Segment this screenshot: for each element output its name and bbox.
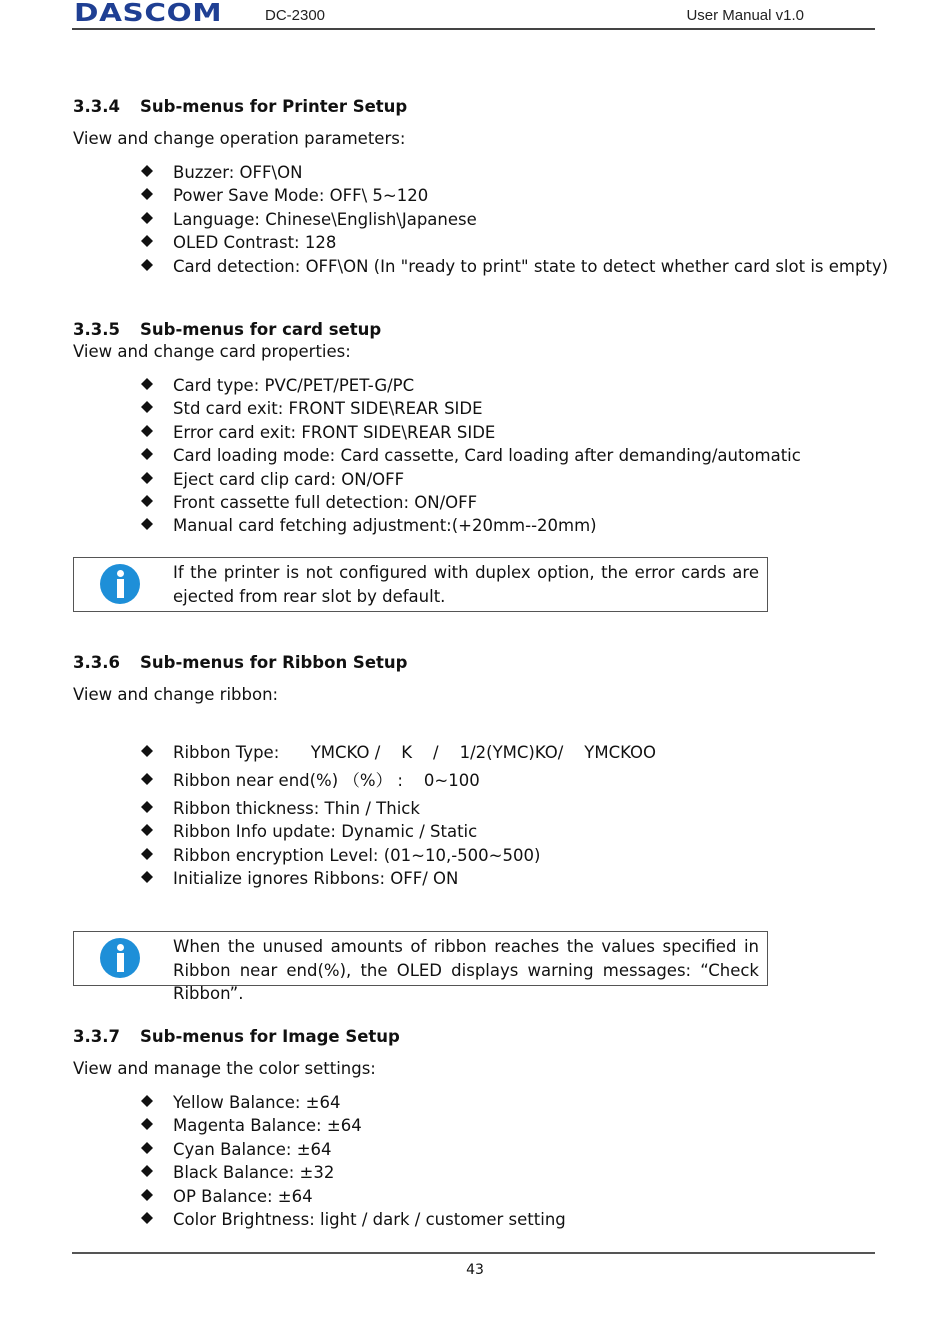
section-intro: View and manage the color settings: [73,1059,376,1078]
section-heading: Sub-menus for Printer Setup [140,97,408,116]
diamond-bullet-icon [141,495,153,507]
diamond-bullet-icon [141,1189,153,1201]
diamond-bullet-icon [141,848,153,860]
diamond-bullet-icon [141,472,153,484]
section-intro: View and change ribbon: [73,685,279,704]
diamond-bullet-icon [141,1142,153,1154]
diamond-bullet-icon [141,259,153,271]
diamond-bullet-icon [141,773,153,785]
diamond-bullet-icon [141,1118,153,1130]
diamond-bullet-icon [141,401,153,413]
dascom-logo: DASCOM [74,0,223,27]
page-header [72,0,875,30]
note-text: When the unused amounts of ribbon reaches the values specified in Ribbon near end(%), the OLED displays warning messages: “Check Ribbon”. [173,937,759,1003]
footer-divider [72,1252,875,1254]
info-icon [100,938,140,978]
section-number: 3.3.6 [73,653,120,672]
info-note-duplex [73,557,768,612]
diamond-bullet-icon [141,518,153,530]
section-heading: Sub-menus for Ribbon Setup [140,653,408,672]
page-number: 43 [466,1262,484,1278]
info-note-ribbon [73,931,768,1003]
section-title-image-setup [73,1027,400,1046]
section-title-ribbon-setup [73,653,407,672]
section-intro: View and change operation parameters: [73,129,406,148]
section-intro: View and change card properties: [73,342,351,361]
diamond-bullet-icon [141,378,153,390]
diamond-bullet-icon [141,448,153,460]
diamond-bullet-icon [141,745,153,757]
section-title-printer-setup [73,97,407,116]
diamond-bullet-icon [141,871,153,883]
manual-version: User Manual v1.0 [686,7,804,24]
diamond-bullet-icon [141,235,153,247]
diamond-bullet-icon [141,801,153,813]
diamond-bullet-icon [141,165,153,177]
section-number: 3.3.5 [73,320,120,339]
section-heading: Sub-menus for card setup [140,320,382,339]
diamond-bullet-icon [141,824,153,836]
info-icon [100,564,140,604]
section-number: 3.3.4 [73,97,120,116]
note-text: If the printer is not configured with duplex option, the error cards are ejected from rear slot by default. [173,563,759,606]
diamond-bullet-icon [141,1212,153,1224]
section-number: 3.3.7 [73,1027,120,1046]
model-name: DC-2300 [265,7,326,24]
diamond-bullet-icon [141,1165,153,1177]
header-divider [72,28,875,30]
section-title-card-setup [73,320,381,339]
diamond-bullet-icon [141,425,153,437]
diamond-bullet-icon [141,212,153,224]
diamond-bullet-icon [141,1095,153,1107]
diamond-bullet-icon [141,188,153,200]
section-heading: Sub-menus for Image Setup [140,1027,400,1046]
